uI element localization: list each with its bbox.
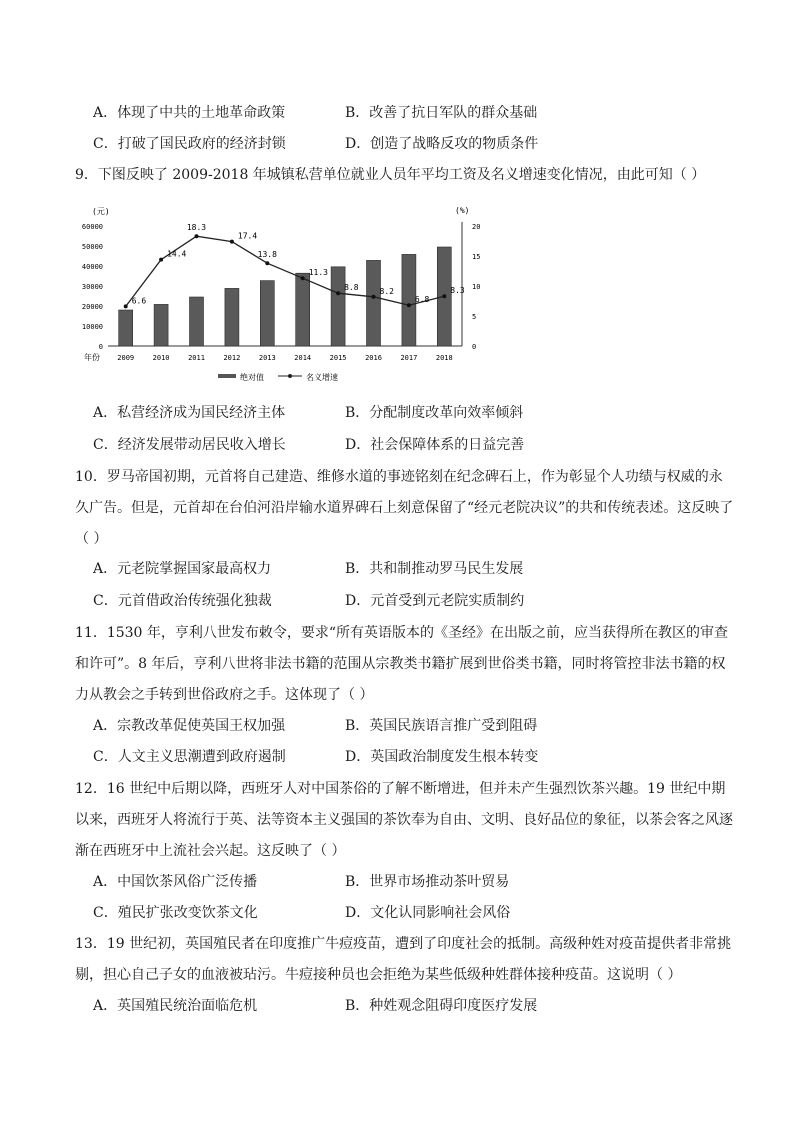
left-axis-ticks — [82, 223, 103, 351]
growth-point — [159, 258, 163, 262]
right-tick-label: 20 — [472, 223, 481, 231]
q8-option-d: D．创造了战略反攻的物质条件 — [345, 136, 539, 152]
growth-point — [195, 234, 199, 238]
growth-point — [301, 276, 305, 280]
left-tick-label: 20000 — [81, 303, 103, 311]
right-tick-label: 0 — [472, 343, 477, 351]
bar — [225, 288, 239, 346]
left-tick-label: 50000 — [81, 243, 103, 251]
q12-option-c: C．殖民扩张改变饮茶文化 — [93, 905, 258, 921]
growth-point — [265, 261, 269, 265]
legend-bar-swatch — [218, 374, 236, 378]
x-tick-labels — [117, 354, 452, 362]
q10-option-a: A．元老院掌握国家最高权力 — [93, 561, 272, 577]
data-label: 17.4 — [237, 231, 258, 241]
right-tick-label: 5 — [472, 313, 477, 321]
q10-stem: 10．罗马帝国初期，元首将自己建造、维修水道的事迹铭刻在纪念碑石上，作为彰显个人功绩与权威的永久广告。但是，元首却在台伯河沿岸输水道界碑石上刻意保留了“经元老院决议”的共和传统表述。这反映了（ ） — [75, 469, 734, 547]
wage-chart — [70, 198, 510, 388]
q11-option-a: A．宗教改革促使英国王权加强 — [93, 718, 286, 734]
q13-stem: 13．19 世纪初，英国殖民者在印度推广牛痘疫苗，遭到了印度社会的抵制。高级种姓对疫苗提供者非常挑剔，担心自己子女的血液被玷污。牛痘接种员也会拒绝为某些低级种姓群体接种疫苗。这说明（ ） — [75, 936, 732, 983]
legend-bar-label: 绝对值 — [240, 373, 264, 382]
q11-option-b: B．英国民族语言推广受到阻碍 — [345, 718, 538, 734]
q10-option-b: B．共和制推动罗马民生发展 — [345, 561, 524, 577]
bar — [190, 297, 204, 346]
x-tick-label: 2011 — [188, 354, 205, 362]
q12-option-d: D．文化认同影响社会风俗 — [345, 905, 511, 921]
left-tick-label: 0 — [98, 343, 103, 351]
q8-option-a: A．体现了中共的土地革命政策 — [93, 105, 286, 121]
q10-option-d: D．元首受到元老院实质制约 — [345, 593, 525, 609]
q12-stem: 12．16 世纪中后期以降，西班牙人对中国茶俗的了解不断增进，但并未产生强烈饮茶兴趣。19 世纪中期以来，西班牙人将流行于英、法等资本主义强国的茶饮奉为自由、文明、良好品位的象征，以茶会客之风逐渐在西班牙中上流社会兴起。这反映了（ ） — [75, 781, 733, 859]
growth-point — [442, 294, 446, 298]
left-tick-label: 60000 — [81, 223, 103, 231]
growth-point — [407, 303, 411, 307]
x-axis-label: 年份 — [84, 353, 100, 362]
q9-option-b: B．分配制度改革向效率倾斜 — [345, 405, 524, 421]
data-label: 14.4 — [167, 249, 187, 259]
x-tick-label: 2009 — [117, 354, 135, 362]
left-tick-label: 30000 — [81, 283, 103, 291]
q9-option-a: A．私营经济成为国民经济主体 — [93, 405, 286, 421]
bar — [331, 267, 345, 346]
bar — [296, 273, 310, 346]
data-label: 6.6 — [131, 296, 147, 306]
bar-series — [119, 247, 452, 346]
data-label: 18.3 — [186, 223, 207, 233]
x-tick-label: 2018 — [435, 354, 453, 362]
bar — [260, 281, 274, 346]
bar — [154, 304, 168, 346]
x-tick-label: 2016 — [365, 354, 382, 362]
growth-point — [230, 240, 234, 244]
q11-stem: 11．1530 年，亨利八世发布敕令，要求“所有英语版本的《圣经》在出版之前，应当获得所在教区的审查和许可”。8 年后，亨利八世将非法书籍的范围从宗教类书籍扩展到世俗类书籍，同时将管控非法书籍的权力从教会之手转到世俗政府之手。这体现了（ ） — [75, 625, 729, 703]
data-label: 11.3 — [308, 268, 328, 278]
left-tick-label: 40000 — [81, 263, 103, 271]
data-label: 8.3 — [450, 286, 465, 296]
q12-option-a: A．中国饮茶风俗广泛传播 — [93, 874, 258, 890]
legend-line-marker — [288, 374, 292, 378]
q8-option-b: B．改善了抗日军队的群众基础 — [345, 105, 538, 121]
growth-point — [372, 295, 376, 299]
left-tick-label: 10000 — [81, 323, 103, 331]
q13-option-a: A．英国殖民统治面临危机 — [93, 998, 258, 1014]
growth-point — [124, 304, 128, 308]
data-label: 6.8 — [414, 295, 430, 305]
x-tick-label: 2015 — [329, 354, 347, 362]
q11-option-d: D．英国政治制度发生根本转变 — [345, 749, 539, 765]
q13-option-b: B．种姓观念阻碍印度医疗发展 — [345, 998, 538, 1014]
q9-option-d: D．社会保障体系的日益完善 — [345, 437, 525, 453]
x-tick-label: 2012 — [223, 354, 241, 362]
x-tick-label: 2010 — [152, 354, 170, 362]
q9-stem: 9．下图反映了 2009-2018 年城镇私营单位就业人员年平均工资及名义增速变化情况，由此可知（ ） — [75, 167, 706, 183]
right-axis-ticks — [472, 223, 480, 351]
x-tick-label: 2013 — [258, 354, 276, 362]
right-tick-label: 15 — [472, 253, 481, 261]
legend-line-label: 名义增速 — [306, 373, 338, 382]
growth-rate-line — [126, 236, 445, 306]
q10-option-c: C．元首借政治传统强化独裁 — [93, 593, 272, 609]
bar — [119, 310, 133, 346]
growth-point — [336, 291, 340, 295]
data-label: 13.8 — [257, 250, 277, 260]
bar — [367, 260, 381, 346]
right-tick-label: 10 — [472, 283, 481, 291]
data-label: 8.2 — [379, 286, 394, 296]
q12-option-b: B．世界市场推动茶叶贸易 — [345, 874, 510, 890]
q9-option-c: C．经济发展带动居民收入增长 — [93, 437, 286, 453]
x-tick-label: 2017 — [400, 354, 418, 362]
bar — [402, 254, 416, 346]
q8-option-c: C．打破了国民政府的经济封锁 — [93, 136, 286, 152]
left-axis-unit: (元) — [92, 207, 110, 216]
right-axis-unit: (%) — [455, 206, 470, 215]
x-tick-label: 2014 — [294, 354, 312, 362]
data-label: 8.8 — [344, 283, 359, 293]
q11-option-c: C．人文主义思潮遭到政府遏制 — [93, 749, 286, 765]
